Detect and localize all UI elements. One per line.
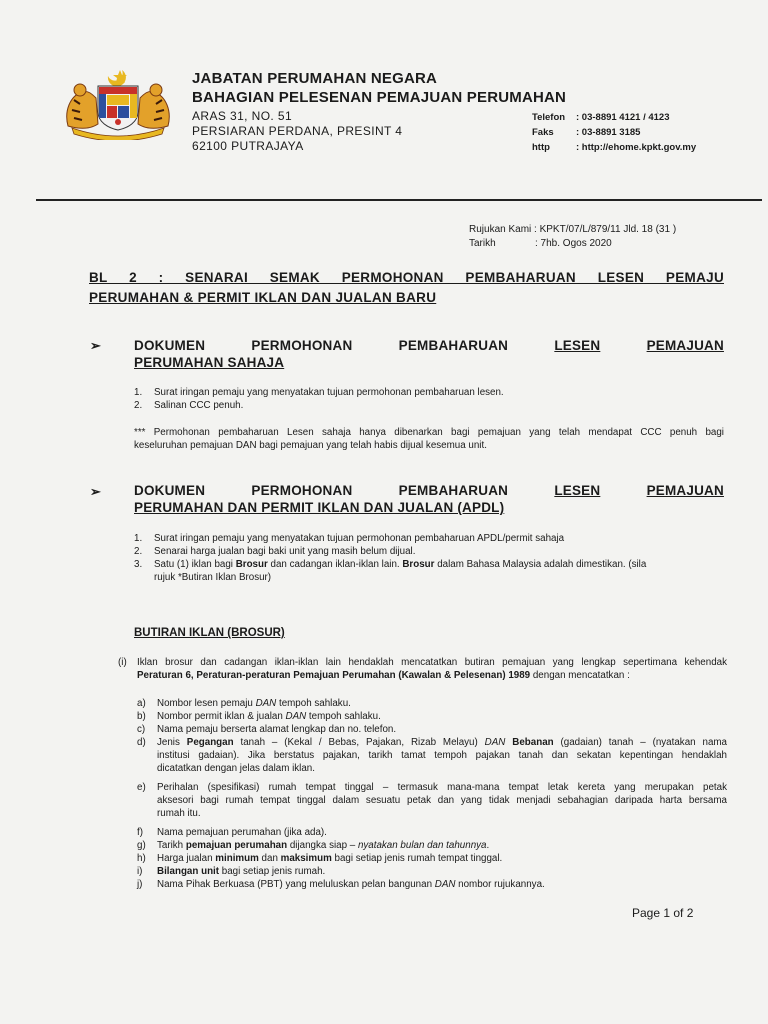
- header-divider: [36, 199, 762, 201]
- butiran-list: [137, 697, 727, 891]
- faks-value: : 03-8891 3185: [576, 127, 641, 138]
- list-item: 2. Salinan CCC penuh.: [134, 400, 244, 411]
- title-line1: BL 2 : SENARAI SEMAK PERMOHONAN PEMBAHARUAN LESEN PEMAJU: [89, 270, 724, 285]
- address-line: PERSIARAN PERDANA, PRESINT 4: [192, 124, 403, 138]
- list-item: 3. Satu (1) iklan bagi Brosur dan cadangan iklan-iklan lain. Brosur dalam Bahasa Malaysia adalah dimestikan. (sila: [134, 559, 647, 570]
- document-title: [89, 268, 724, 308]
- faks-label: Faks: [532, 127, 554, 138]
- section1-heading-line2: PERUMAHAN SAHAJA: [134, 355, 285, 370]
- list-item: f) Nama pemajuan perumahan (jika ada).: [137, 827, 327, 838]
- tarikh-label: Tarikh: [469, 238, 496, 249]
- list-item: h) Harga jualan minimum dan maksimum bagi setiap jenis rumah tempat tinggal.: [137, 853, 503, 864]
- heading-word: PEMAJUAN: [646, 483, 724, 498]
- arrow-bullet-icon: ➢: [90, 338, 101, 353]
- rujukan-kami: Rujukan Kami : KPKT/07/L/879/11 Jld. 18 (31 ): [469, 224, 677, 235]
- http-label: http: [532, 142, 550, 153]
- list-item: e) Perihalan (spesifikasi) rumah tempat tinggal – termasuk mana-mana tempat letak kereta yang merupakan petak aksesori bagi rumah tempat tinggal dalam sesuatu petak dan yang tidak menjadi sebahagian daripada harta bersama rumah itu.: [137, 782, 727, 819]
- section1-note: [134, 426, 724, 452]
- contact-block: [532, 110, 696, 155]
- list-item: j) Nama Pihak Berkuasa (PBT) yang meluluskan pelan bangunan DAN nombor rujukannya.: [137, 879, 545, 890]
- section1-heading: [134, 337, 724, 371]
- org-name-line1: JABATAN PERUMAHAN NEGARA: [192, 70, 438, 87]
- list-item: 1. Surat iringan pemaju yang menyatakan tujuan permohonan pembaharuan lesen.: [134, 387, 504, 398]
- butiran-intro: Iklan brosur dan cadangan iklan-iklan lain hendaklah mencatatkan butiran pemajuan yang lengkap sepertimana kehendak Peraturan 6, Peraturan-peraturan Pemajuan Perumahan (Kawalan & Pelesenan) 1989 dengan mencatatkan :: [137, 657, 727, 681]
- telefon-value: : 03-8891 4121 / 4123: [576, 112, 670, 123]
- telefon-label: Telefon: [532, 112, 566, 123]
- roman-numeral: (i): [118, 657, 127, 668]
- list-item: c) Nama pemaju berserta alamat lengkap dan no. telefon.: [137, 724, 397, 735]
- section2-heading: [134, 482, 724, 516]
- http-value: : http://ehome.kpkt.gov.my: [576, 142, 697, 153]
- title-line2: PERUMAHAN & PERMIT IKLAN DAN JUALAN BARU: [89, 290, 437, 305]
- address-line: 62100 PUTRAJAYA: [192, 139, 304, 153]
- heading-word: LESEN: [554, 483, 601, 498]
- heading-word: PEMAJUAN: [646, 338, 724, 353]
- list-item: b) Nombor permit iklan & jualan DAN tempoh sahlaku.: [137, 711, 381, 722]
- list-item: i) Bilangan unit bagi setiap jenis rumah.: [137, 866, 326, 877]
- heading-word: DOKUMEN: [134, 338, 206, 353]
- heading-word: PERMOHONAN: [251, 483, 353, 498]
- heading-word: PERMOHONAN: [251, 338, 353, 353]
- list-item-cont: rujuk *Butiran Iklan Brosur): [154, 572, 272, 583]
- arrow-bullet-icon: ➢: [90, 484, 101, 499]
- list-item: a) Nombor lesen pemaju DAN tempoh sahlaku.: [137, 698, 351, 709]
- tarikh-value: : 7hb. Ogos 2020: [535, 238, 612, 249]
- reference-block: [469, 223, 676, 251]
- note-line: keseluruhan pemajuan DAN bagi pemajuan yang telah habis dijual kesemua unit.: [134, 440, 487, 451]
- heading-word: LESEN: [554, 338, 601, 353]
- heading-word: PEMBAHARUAN: [398, 338, 509, 353]
- section2-list: [134, 532, 734, 584]
- heading-word: PEMBAHARUAN: [398, 483, 509, 498]
- coat-of-arms-logo: [62, 66, 174, 140]
- address-line: ARAS 31, NO. 51: [192, 109, 293, 123]
- heading-word: DOKUMEN: [134, 483, 206, 498]
- list-item: g) Tarikh pemajuan perumahan dijangka siap – nyatakan bulan dan tahunnya.: [137, 840, 490, 851]
- list-item: 2. Senarai harga jualan bagi baki unit yang masih belum dijual.: [134, 546, 416, 557]
- list-item: 1. Surat iringan pemaju yang menyatakan tujuan permohonan pembaharuan APDL/permit sahaja: [134, 533, 565, 544]
- page-number: Page 1 of 2: [632, 906, 694, 920]
- section2-heading-line2: PERUMAHAN DAN PERMIT IKLAN DAN JUALAN (APDL): [134, 500, 505, 515]
- org-name-line2: BAHAGIAN PELESENAN PEMAJUAN PERUMAHAN: [192, 89, 567, 106]
- section1-list: [134, 386, 504, 412]
- note-line: *** Permohonan pembaharuan Lesen sahaja hanya dibenarkan bagi pemajuan yang telah mendapat CCC penuh bagi: [134, 427, 724, 438]
- butiran-heading: BUTIRAN IKLAN (BROSUR): [134, 627, 285, 639]
- address-block: [192, 109, 402, 154]
- list-item: d) Jenis Pegangan tanah – (Kekal / Bebas, Pajakan, Rizab Melayu) DAN Bebanan (gadaian) tanah – (nyatakan nama institusi gadaian). Jika berstatus pajakan, tarikh tamat tempoh pajakan tanah dan sekatan kepentingan hendaklah dicatatkan dengan jelas dalam iklan.: [137, 737, 727, 774]
